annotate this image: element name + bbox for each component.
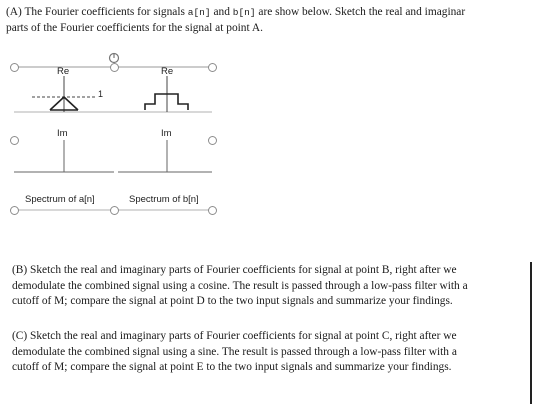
question-part-b [12, 263, 468, 310]
signal-b-label: b[n] [232, 7, 256, 18]
resize-handle-icon[interactable] [10, 63, 19, 72]
part-b-line-3: cutoff of M; compare the signal at point D to the two input signals and summarize your findings. [12, 295, 453, 307]
resize-handle-icon[interactable] [208, 136, 217, 145]
part-c-line-2: demodulate the combined signal using a sine. The result is passed through a low-pass filter with a [12, 345, 457, 358]
spectrum-b-real-plot [145, 76, 188, 112]
spectrum-a-caption: Spectrum of a[n] [25, 194, 95, 205]
resize-handle-icon[interactable] [10, 206, 19, 215]
resize-handle-icon[interactable] [10, 136, 19, 145]
part-a-line-1: (A) The Fourier coefficients for signals a[n] and b[n] are show below. Sketch the real and imaginar [6, 6, 466, 18]
text-box-right-edge [530, 262, 532, 404]
spectrum-b-im-label: Im [161, 128, 172, 139]
part-a-line-2: parts of the Fourier coefficients for the signal at point A. [6, 21, 263, 34]
resize-handle-icon[interactable] [110, 206, 119, 215]
spectrum-a-imag-plot [14, 140, 114, 172]
spectrum-b-re-label: Re [161, 66, 174, 77]
spectrum-a-im-label: Im [57, 128, 68, 139]
part-b-line-2: demodulate the combined signal using a cosine. The result is passed through a low-pass filter with a [12, 279, 468, 292]
rotate-handle-icon[interactable] [110, 54, 119, 63]
signal-a-label: a[n] [187, 7, 211, 18]
spectrum-b-imag-plot [118, 140, 212, 172]
resize-handle-icon[interactable] [208, 206, 217, 215]
spectrum-a-re-label: Re [57, 66, 70, 77]
resize-handle-icon[interactable] [110, 63, 119, 72]
spectrum-a-level-label: 1 [98, 89, 104, 99]
part-b-line-1: (B) Sketch the real and imaginary parts of Fourier coefficients for signal at point B, right after we [12, 264, 457, 276]
question-part-c [12, 329, 457, 376]
spectrum-a-real-plot [32, 76, 96, 112]
part-c-line-3: cutoff of M; compare the signal at point E to the two input signals and summarize your findings. [12, 361, 452, 373]
part-c-line-1: (C) Sketch the real and imaginary parts of Fourier coefficients for signal at point C, right after we [12, 330, 457, 342]
spectrum-b-caption: Spectrum of b[n] [129, 194, 199, 205]
resize-handle-icon[interactable] [208, 63, 217, 72]
